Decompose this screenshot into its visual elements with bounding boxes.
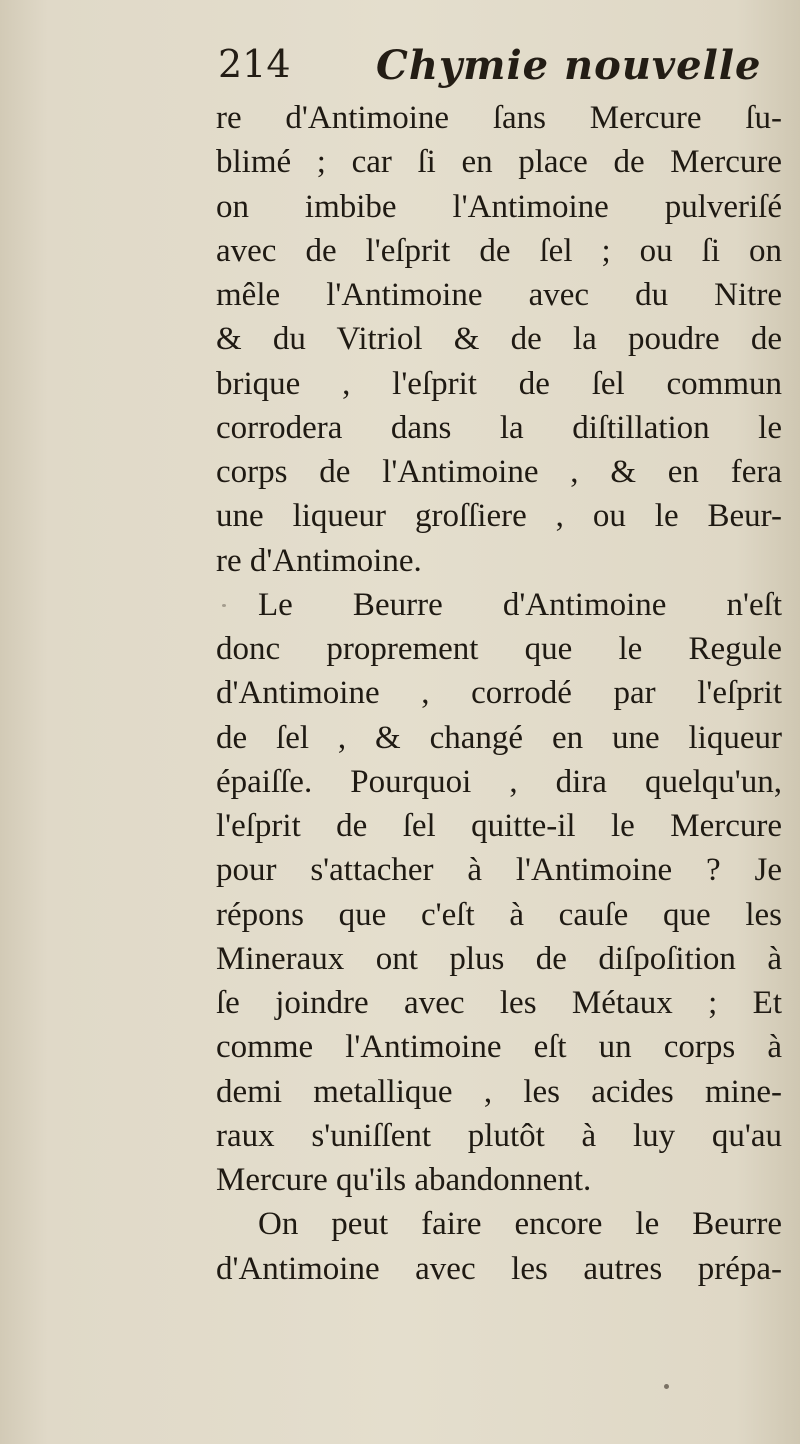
text-line: re d'Antimoine ſans Mercure ſu- bbox=[216, 100, 782, 136]
text-line: corrodera dans la diſtillation le bbox=[216, 409, 782, 446]
text-line: Mineraux ont plus de diſpoſition à bbox=[216, 940, 782, 977]
text-line: Mercure qu'ils abandonnent. bbox=[216, 1162, 592, 1198]
text-line: répons que c'eſt à cauſe que les bbox=[216, 896, 782, 933]
text-line: pour s'attacher à l'Antimoine ? Je bbox=[216, 852, 782, 889]
text-line: brique , l'eſprit de ſel commun bbox=[216, 365, 782, 402]
text-line: d'Antimoine , corrodé par l'eſprit bbox=[216, 675, 782, 712]
text-line: On peut faire encore le Beurre bbox=[258, 1206, 782, 1243]
text-line: & du Vitriol & de la poudre de bbox=[216, 321, 782, 358]
text-line: comme l'Antimoine eſt un corps à bbox=[216, 1029, 782, 1066]
text-line: épaiſſe. Pourquoi , dira quelqu'un, bbox=[216, 763, 782, 800]
page-header bbox=[218, 42, 778, 96]
text-line: demi metallique , les acides mine- bbox=[216, 1073, 782, 1110]
ink-spot bbox=[664, 1384, 669, 1389]
text-line: blimé ; car ſi en place de Mercure bbox=[216, 144, 782, 181]
text-line: une liqueur groſſiere , ou le Beur- bbox=[216, 498, 782, 535]
text-line: mêlе l'Antimoine avec du Nitre bbox=[216, 277, 782, 313]
text-line: ſe joindre avec les Métaux ; Et bbox=[216, 985, 782, 1021]
ink-spot bbox=[222, 604, 226, 607]
text-line: re d'Antimoine. bbox=[216, 542, 422, 579]
text-line: l'eſprit de ſel quitte-il le Mercure bbox=[216, 808, 782, 844]
text-line: donc proprement que le Regule bbox=[216, 631, 782, 667]
text-line: raux s'uniſſent plutôt à luy qu'au bbox=[216, 1117, 782, 1154]
running-title: Chymie nouvelle bbox=[376, 42, 762, 89]
body-text bbox=[216, 96, 782, 1291]
text-line: d'Antimoine avec les autres prépa- bbox=[216, 1250, 782, 1287]
text-line: de ſel , & changé en une liqueur bbox=[216, 719, 782, 756]
page-number: 214 bbox=[218, 42, 291, 86]
text-line: Le Beurre d'Antimoine n'eſt bbox=[258, 586, 782, 623]
text-line: corps de l'Antimoine , & en fera bbox=[216, 454, 782, 490]
text-line: on imbibe l'Antimoine pulveriſé bbox=[216, 188, 782, 225]
text-line: avec de l'eſprit de ſel ; ou ſi on bbox=[216, 232, 782, 269]
